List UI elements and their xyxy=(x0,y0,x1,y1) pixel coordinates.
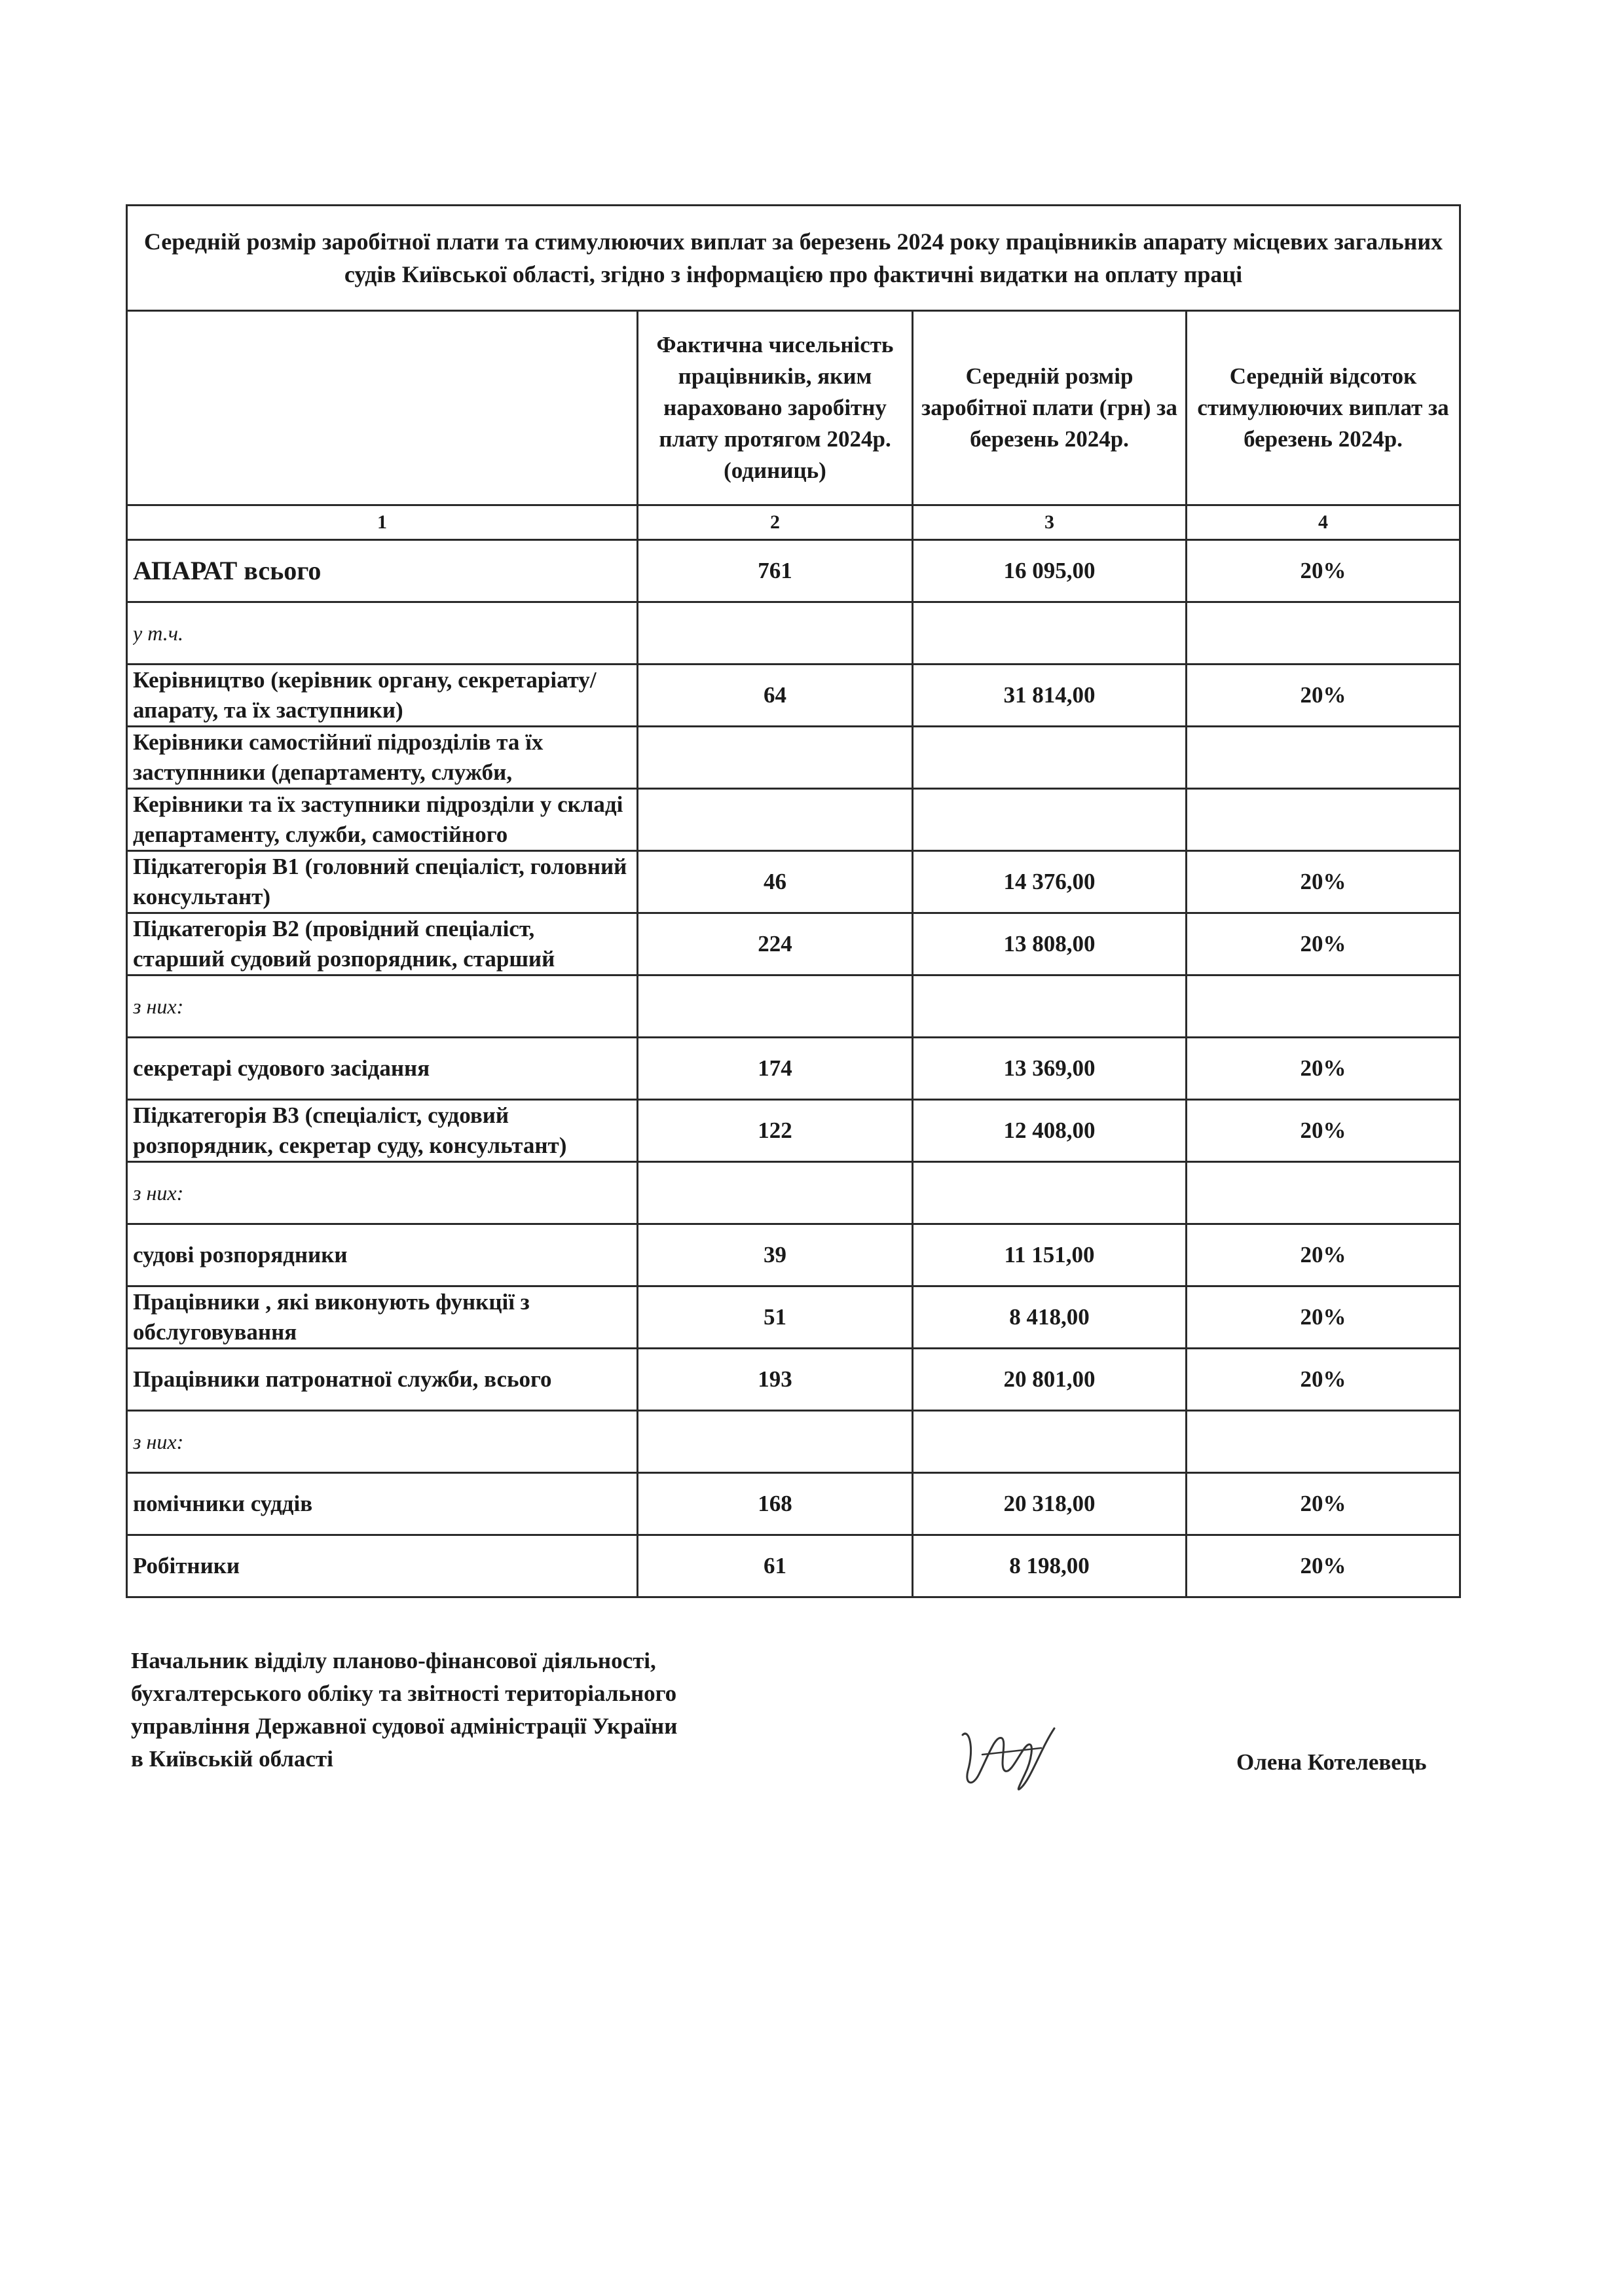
row-percent xyxy=(1187,602,1460,665)
column-number: 4 xyxy=(1187,505,1460,540)
row-label xyxy=(127,602,638,665)
signer-name: Олена Котелевець xyxy=(1236,1749,1427,1775)
row-salary: 12 408,00 xyxy=(913,1100,1187,1162)
row-label-text: Керівники та їх заступники підрозділи у складі департаменту, служби, самостійного xyxy=(133,792,623,847)
row-count xyxy=(638,789,913,851)
row-percent: 20% xyxy=(1187,665,1460,727)
position-line: в Київській області xyxy=(131,1746,333,1772)
row-salary: 16 095,00 xyxy=(913,540,1187,602)
header-col3: Середній розмір заробітної плати (грн) за березень 2024р. xyxy=(913,311,1187,505)
row-count: 174 xyxy=(638,1038,913,1100)
column-number: 2 xyxy=(638,505,913,540)
table-title-row xyxy=(127,206,1460,311)
row-label-text: АПАРАТ всього xyxy=(133,556,322,585)
row-label xyxy=(127,789,638,851)
row-label-text: з них: xyxy=(133,1181,184,1205)
row-percent: 20% xyxy=(1187,540,1460,602)
row-percent xyxy=(1187,789,1460,851)
column-number: 3 xyxy=(913,505,1187,540)
row-salary xyxy=(913,727,1187,789)
row-count xyxy=(638,975,913,1038)
row-percent: 20% xyxy=(1187,1535,1460,1597)
row-salary: 8 198,00 xyxy=(913,1535,1187,1597)
row-count xyxy=(638,602,913,665)
report-sheet xyxy=(126,204,1459,1598)
row-percent: 20% xyxy=(1187,1473,1460,1535)
row-count: 61 xyxy=(638,1535,913,1597)
row-label-text: секретарі судового засідання xyxy=(133,1055,430,1081)
row-label xyxy=(127,1473,638,1535)
row-count: 39 xyxy=(638,1224,913,1286)
row-percent: 20% xyxy=(1187,913,1460,975)
row-salary: 13 369,00 xyxy=(913,1038,1187,1100)
row-label-text: судові розпорядники xyxy=(133,1242,348,1267)
table-row xyxy=(127,1286,1460,1349)
row-count: 224 xyxy=(638,913,913,975)
row-label-text: Працівники патронатної служби, всього xyxy=(133,1366,552,1392)
row-salary: 14 376,00 xyxy=(913,851,1187,913)
table-body xyxy=(127,540,1460,1597)
row-count: 761 xyxy=(638,540,913,602)
position-line: управління Державної судової адміністрації України xyxy=(131,1713,678,1739)
row-count xyxy=(638,727,913,789)
table-row xyxy=(127,665,1460,727)
row-count: 64 xyxy=(638,665,913,727)
header-col2: Фактична чисельність працівників, яким нараховано заробітну плату протягом 2024р. (одиниць) xyxy=(638,311,913,505)
row-salary: 13 808,00 xyxy=(913,913,1187,975)
row-salary xyxy=(913,975,1187,1038)
row-label xyxy=(127,1224,638,1286)
row-count: 122 xyxy=(638,1100,913,1162)
row-label xyxy=(127,1349,638,1411)
row-count: 51 xyxy=(638,1286,913,1349)
header-col4: Середній відсоток стимулюючих виплат за березень 2024р. xyxy=(1187,311,1460,505)
row-count xyxy=(638,1162,913,1224)
column-number: 1 xyxy=(127,505,638,540)
row-label xyxy=(127,851,638,913)
row-percent: 20% xyxy=(1187,1038,1460,1100)
row-label xyxy=(127,913,638,975)
row-percent xyxy=(1187,975,1460,1038)
row-label-text: з них: xyxy=(133,994,184,1018)
table-title: Середній розмір заробітної плати та стимулюючих виплат за березень 2024 року працівників апарату місцевих загальних судів Київської області, згідно з інформацією про фактичні видатки на оплату праці xyxy=(127,206,1460,311)
table-row xyxy=(127,1224,1460,1286)
row-label-text: Підкатегорія В2 (провідний спеціаліст, старший судовий розпорядник, старший xyxy=(133,916,555,972)
table-row xyxy=(127,1162,1460,1224)
position-line: бухгалтерського обліку та звітності територіального xyxy=(131,1681,677,1706)
table-header-row xyxy=(127,311,1460,505)
table-row xyxy=(127,1473,1460,1535)
row-label-text: Працівники , які виконують функції з обслуговування xyxy=(133,1289,530,1345)
row-label xyxy=(127,727,638,789)
row-count: 46 xyxy=(638,851,913,913)
table-row xyxy=(127,540,1460,602)
row-percent: 20% xyxy=(1187,1286,1460,1349)
row-label xyxy=(127,975,638,1038)
row-salary xyxy=(913,602,1187,665)
row-salary: 31 814,00 xyxy=(913,665,1187,727)
row-label xyxy=(127,1038,638,1100)
row-percent xyxy=(1187,727,1460,789)
table-row xyxy=(127,975,1460,1038)
header-col1 xyxy=(127,311,638,505)
row-label-text: Робітники xyxy=(133,1553,240,1578)
row-percent: 20% xyxy=(1187,851,1460,913)
row-label xyxy=(127,1100,638,1162)
row-salary: 20 318,00 xyxy=(913,1473,1187,1535)
row-count xyxy=(638,1411,913,1473)
table-row xyxy=(127,1349,1460,1411)
table-row xyxy=(127,1100,1460,1162)
row-count: 168 xyxy=(638,1473,913,1535)
position-line: Начальник відділу планово-фінансової діяльності, xyxy=(131,1648,656,1673)
handwritten-signature xyxy=(943,1709,1074,1807)
row-percent xyxy=(1187,1162,1460,1224)
table-row xyxy=(127,1535,1460,1597)
table-row xyxy=(127,789,1460,851)
table-row xyxy=(127,1038,1460,1100)
row-label xyxy=(127,1162,638,1224)
row-label-text: Керівники самостійниї підрозділів та їх заступнники (департаменту, служби, xyxy=(133,729,544,785)
row-label xyxy=(127,1411,638,1473)
row-salary xyxy=(913,1411,1187,1473)
row-percent: 20% xyxy=(1187,1100,1460,1162)
row-salary: 11 151,00 xyxy=(913,1224,1187,1286)
row-label-text: Підкатегорія В3 (спеціаліст, судовий розпорядник, секретар суду, консультант) xyxy=(133,1102,567,1158)
row-label-text: Керівництво (керівник органу, секретаріату/апарату, та їх заступники) xyxy=(133,667,597,723)
salary-table xyxy=(126,204,1461,1598)
row-label-text: з них: xyxy=(133,1430,184,1453)
row-label xyxy=(127,1286,638,1349)
column-number-row xyxy=(127,505,1460,540)
row-label xyxy=(127,1535,638,1597)
table-row xyxy=(127,913,1460,975)
row-salary xyxy=(913,789,1187,851)
row-salary: 20 801,00 xyxy=(913,1349,1187,1411)
table-row xyxy=(127,851,1460,913)
row-label-text: помічники суддів xyxy=(133,1491,313,1516)
row-label xyxy=(127,665,638,727)
row-percent: 20% xyxy=(1187,1349,1460,1411)
row-percent: 20% xyxy=(1187,1224,1460,1286)
table-row xyxy=(127,602,1460,665)
row-salary: 8 418,00 xyxy=(913,1286,1187,1349)
row-label xyxy=(127,540,638,602)
signature-block xyxy=(131,1645,917,1776)
row-count: 193 xyxy=(638,1349,913,1411)
table-row xyxy=(127,1411,1460,1473)
row-label-text: Підкатегорія В1 (головний спеціаліст, головний консультант) xyxy=(133,854,627,909)
table-row xyxy=(127,727,1460,789)
row-percent xyxy=(1187,1411,1460,1473)
row-salary xyxy=(913,1162,1187,1224)
row-label-text: у т.ч. xyxy=(133,621,183,645)
